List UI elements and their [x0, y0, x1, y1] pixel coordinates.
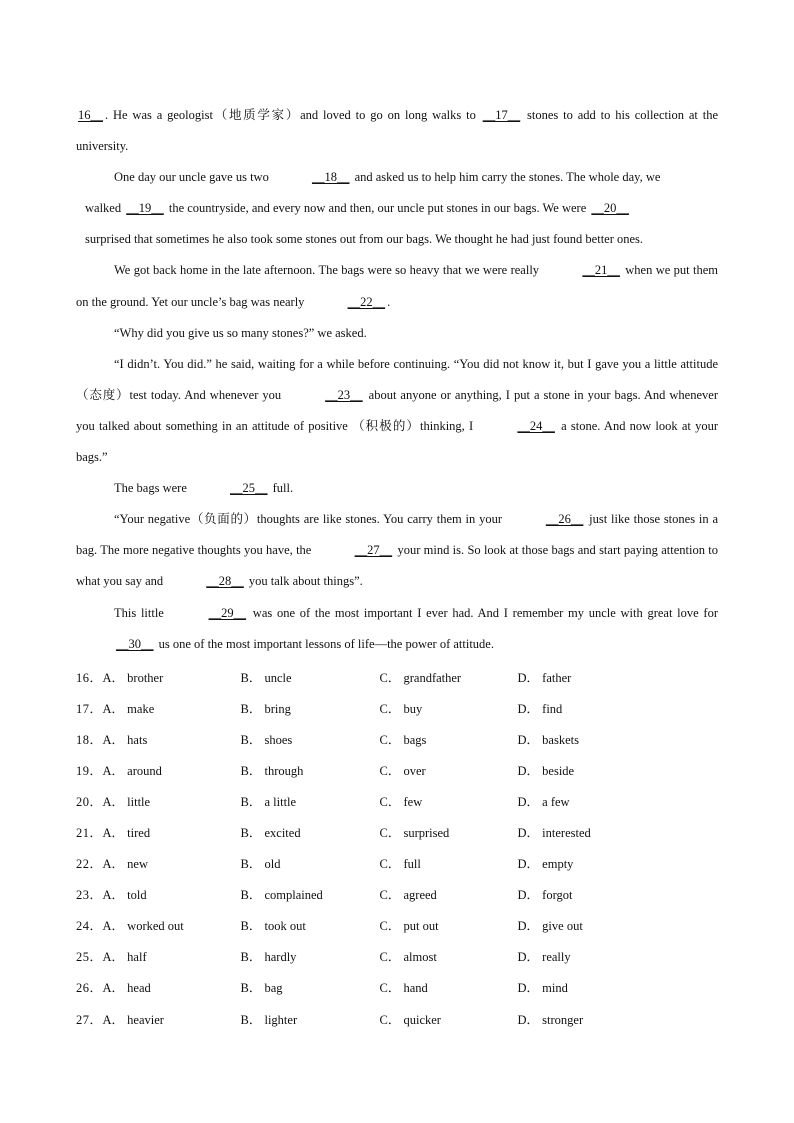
blank-23: __23__ — [325, 387, 363, 402]
blank-29: __29__ — [208, 605, 247, 620]
blank-26: __26__ — [545, 512, 584, 527]
option-d: D． baskets — [517, 732, 579, 747]
passage-text: was one of the most important I ever had. And I remember my uncle with great love for — [248, 605, 718, 620]
option-c: C． few — [379, 794, 423, 809]
blank-19: __19__ — [126, 201, 164, 216]
question-row — [76, 1003, 716, 1034]
option-d: D． father — [517, 670, 572, 685]
passage-text: surprised that sometimes he also took some stones out from our bags. We thought he had just found better ones. — [85, 232, 644, 247]
option-b: B． took out — [240, 919, 306, 934]
question-row — [76, 941, 716, 972]
question-row — [76, 723, 716, 754]
option-a: A． new — [102, 857, 148, 872]
option-d: D． forgot — [517, 888, 573, 903]
blank-16: 16__ — [78, 108, 103, 122]
question-row — [76, 879, 716, 910]
option-b: B． complained — [240, 888, 323, 903]
question-number: 22． — [76, 857, 103, 872]
passage-paragraph-2-cont — [76, 193, 718, 224]
option-c: C． buy — [379, 701, 423, 716]
blank-24: __24__ — [517, 418, 555, 433]
question-row — [76, 692, 716, 723]
blank-30: __30__ — [116, 636, 154, 651]
option-b: B． through — [240, 763, 304, 778]
blank-28: __28__ — [206, 574, 244, 589]
passage-text: The bags were — [114, 481, 191, 496]
question-number: 20． — [76, 794, 103, 809]
question-row — [76, 785, 716, 816]
option-b: B． lighter — [240, 1012, 298, 1027]
passage-text: and asked us to help him carry the stones. The whole day, we — [351, 170, 661, 185]
passage-text: “Why did you give us so many stones?” we asked. — [114, 325, 367, 340]
passage-text: a stone. And now look at your bags.” — [76, 418, 718, 465]
question-row — [76, 910, 716, 941]
option-a: A． tired — [102, 826, 151, 841]
blank-20: __20__ — [591, 201, 629, 216]
passage-paragraph-6 — [76, 473, 718, 504]
option-c: C． agreed — [379, 888, 437, 903]
passage-paragraph-5 — [76, 349, 718, 473]
option-a: A． head — [102, 981, 151, 996]
passage-paragraph-3 — [76, 255, 718, 317]
passage-text: One day our uncle gave us two — [114, 170, 272, 185]
passage-text: full. — [269, 481, 294, 496]
passage-paragraph-7 — [76, 504, 718, 597]
option-a: A． half — [102, 950, 147, 965]
option-c: C． full — [379, 857, 421, 872]
passage-text: . — [387, 294, 391, 309]
blank-27: __27__ — [354, 543, 393, 558]
passage-text: “Your negative（负面的）thoughts are like stones. You carry them in your — [114, 512, 506, 527]
option-d: D． give out — [517, 919, 583, 934]
passage-text: you talk about things”. — [245, 574, 363, 589]
question-row — [76, 972, 716, 1003]
blank-17: __17__ — [482, 108, 521, 122]
question-number: 25． — [76, 950, 103, 965]
option-b: B． a little — [240, 794, 297, 809]
question-number: 27． — [76, 1012, 103, 1027]
question-row — [76, 848, 716, 879]
passage-paragraph-4 — [76, 318, 718, 349]
option-a: A． brother — [102, 670, 164, 685]
option-c: C． hand — [379, 981, 428, 996]
option-a: A． around — [102, 763, 162, 778]
passage-text: your mind is. So look at those bags and start paying attention to what you say and — [76, 543, 718, 589]
option-d: D． beside — [517, 763, 575, 778]
option-b: B． shoes — [240, 732, 293, 747]
option-a: A． worked out — [102, 919, 184, 934]
question-number: 23． — [76, 888, 103, 903]
option-c: C． surprised — [379, 826, 450, 841]
option-c: C． almost — [379, 950, 437, 965]
passage-text: This little — [114, 605, 169, 620]
passage-text: about anyone or anything, I put a stone in your bags. And whenever you talked about something in an attitude of positive （积极的）thinking, I — [76, 387, 718, 433]
option-d: D． interested — [517, 826, 591, 841]
blank-25: __25__ — [230, 481, 268, 496]
passage-text: just like those stones in a bag. The more negative thoughts you have, the — [76, 512, 718, 558]
blank-18: __18__ — [311, 170, 350, 185]
blank-21: __21__ — [582, 263, 620, 278]
passage-text: walked — [85, 201, 125, 216]
question-number: 17． — [76, 701, 103, 716]
option-d: D． stronger — [517, 1012, 584, 1027]
question-number: 21． — [76, 826, 103, 841]
passage-text: . He was a geologist（地质学家）and loved to go on long walks to — [105, 108, 481, 122]
answer-options — [76, 661, 716, 1034]
option-b: B． old — [240, 857, 281, 872]
question-row — [76, 754, 716, 785]
option-c: C． quicker — [379, 1012, 441, 1027]
option-b: B． hardly — [240, 950, 297, 965]
option-d: D． find — [517, 701, 563, 716]
option-b: B． uncle — [240, 670, 292, 685]
passage-text: when we put them on the ground. Yet our uncle’s bag was nearly — [76, 263, 718, 309]
option-b: B． bag — [240, 981, 283, 996]
option-d: D． mind — [517, 981, 568, 996]
option-a: A． little — [102, 794, 151, 809]
passage-text: We got back home in the late afternoon. The bags were so heavy that we were really — [114, 263, 543, 278]
option-a: A． make — [102, 701, 155, 716]
question-number: 24． — [76, 919, 103, 934]
option-b: B． excited — [240, 826, 301, 841]
passage-text: stones to add to his collection at the university. — [76, 108, 718, 154]
passage-paragraph-8 — [76, 598, 718, 660]
blank-22: __22__ — [347, 294, 386, 309]
passage-paragraph-2 — [76, 162, 718, 193]
option-d: D． empty — [517, 857, 574, 872]
question-row — [76, 661, 716, 692]
option-d: D． really — [517, 950, 571, 965]
cloze-passage — [76, 100, 718, 660]
question-row — [76, 816, 716, 847]
passage-paragraph-2-end — [76, 224, 718, 255]
passage-text: the countryside, and every now and then, our uncle put stones in our bags. We were — [165, 201, 590, 216]
option-c: C． grandfather — [379, 670, 462, 685]
option-b: B． bring — [240, 701, 291, 716]
option-a: A． told — [102, 888, 147, 903]
question-number: 18． — [76, 732, 103, 747]
question-number: 16． — [76, 670, 103, 685]
option-c: C． put out — [379, 919, 439, 934]
passage-text: us one of the most important lessons of life—the power of attitude. — [155, 636, 494, 651]
option-c: C． over — [379, 763, 426, 778]
question-number: 26． — [76, 981, 103, 996]
option-c: C． bags — [379, 732, 427, 747]
passage-text: “I didn’t. You did.” he said, waiting for a while before continuing. “You did not know it, but I gave you a little attitude（态度）test today. And whenever you — [76, 356, 718, 402]
question-number: 19． — [76, 763, 103, 778]
option-d: D． a few — [517, 794, 570, 809]
passage-paragraph-1 — [76, 100, 718, 162]
option-a: A． heavier — [102, 1012, 164, 1027]
option-a: A． hats — [102, 732, 148, 747]
